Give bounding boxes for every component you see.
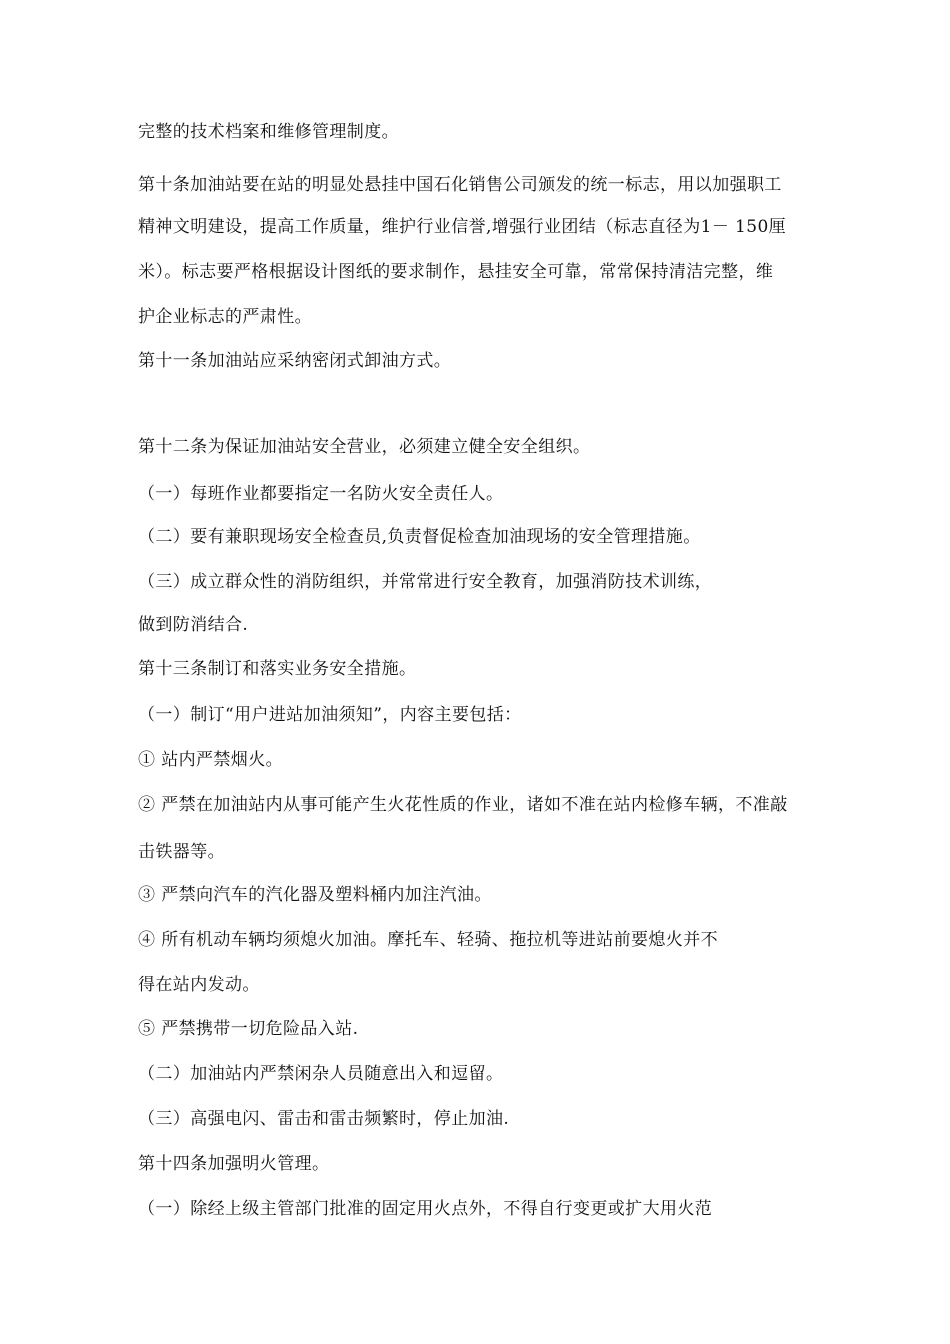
- text-line: （一）除经上级主管部门批准的固定用火点外，不得自行变更或扩大用火范: [138, 1199, 713, 1219]
- text-line: 击铁器等。: [138, 842, 225, 862]
- text-line: 第十四条加强明火管理。: [138, 1154, 330, 1174]
- text-line: 做到防消结合.: [138, 615, 249, 635]
- text-line: ④ 所有机动车辆均须熄火加油。摩托车、轻骑、拖拉机等进站前要熄火并不: [138, 930, 719, 950]
- text-line: ② 严禁在加油站内从事可能产生火花性质的作业，诸如不准在站内检修车辆，不准敲: [138, 795, 788, 815]
- text-line: 第十条加油站要在站的明显处悬挂中国石化销售公司颁发的统一标志，用以加强职工: [138, 175, 782, 195]
- text-line: 第十二条为保证加油站安全营业，必须建立健全安全组织。: [138, 437, 591, 457]
- text-line: ③ 严禁向汽车的汽化器及塑料桶内加注汽油。: [138, 885, 492, 905]
- text-line: （一）每班作业都要指定一名防火安全责任人。: [138, 484, 504, 504]
- text-line: 第十一条加油站应采纳密闭式卸油方式。: [138, 351, 452, 371]
- text-line: （三）高强电闪、雷击和雷击频繁时，停止加油.: [138, 1109, 510, 1129]
- text-line: 护企业标志的严肃性。: [138, 307, 312, 327]
- text-line: 精神文明建设，提高工作质量，维护行业信誉,增强行业团结（标志直径为1－ 150厘: [138, 217, 787, 237]
- text-line: 完整的技术档案和维修管理制度。: [138, 122, 399, 142]
- text-line: （一）制订“用户进站加油须知”，内容主要包括：: [138, 705, 522, 725]
- text-line: （二）加油站内严禁闲杂人员随意出入和逗留。: [138, 1064, 504, 1084]
- text-line: （三）成立群众性的消防组织，并常常进行安全教育，加强消防技术训练，: [138, 572, 713, 592]
- text-line: ⑤ 严禁携带一切危险品入站.: [138, 1019, 359, 1039]
- text-line: 米）。标志要严格根据设计图纸的要求制作，悬挂安全可靠，常常保持清洁完整，维: [138, 262, 774, 282]
- text-line: ① 站内严禁烟火。: [138, 750, 284, 770]
- text-line: （二）要有兼职现场安全检查员,负责督促检查加油现场的安全管理措施。: [138, 527, 701, 547]
- text-line: 得在站内发动。: [138, 975, 260, 995]
- text-line: 第十三条制订和落实业务安全措施。: [138, 659, 417, 679]
